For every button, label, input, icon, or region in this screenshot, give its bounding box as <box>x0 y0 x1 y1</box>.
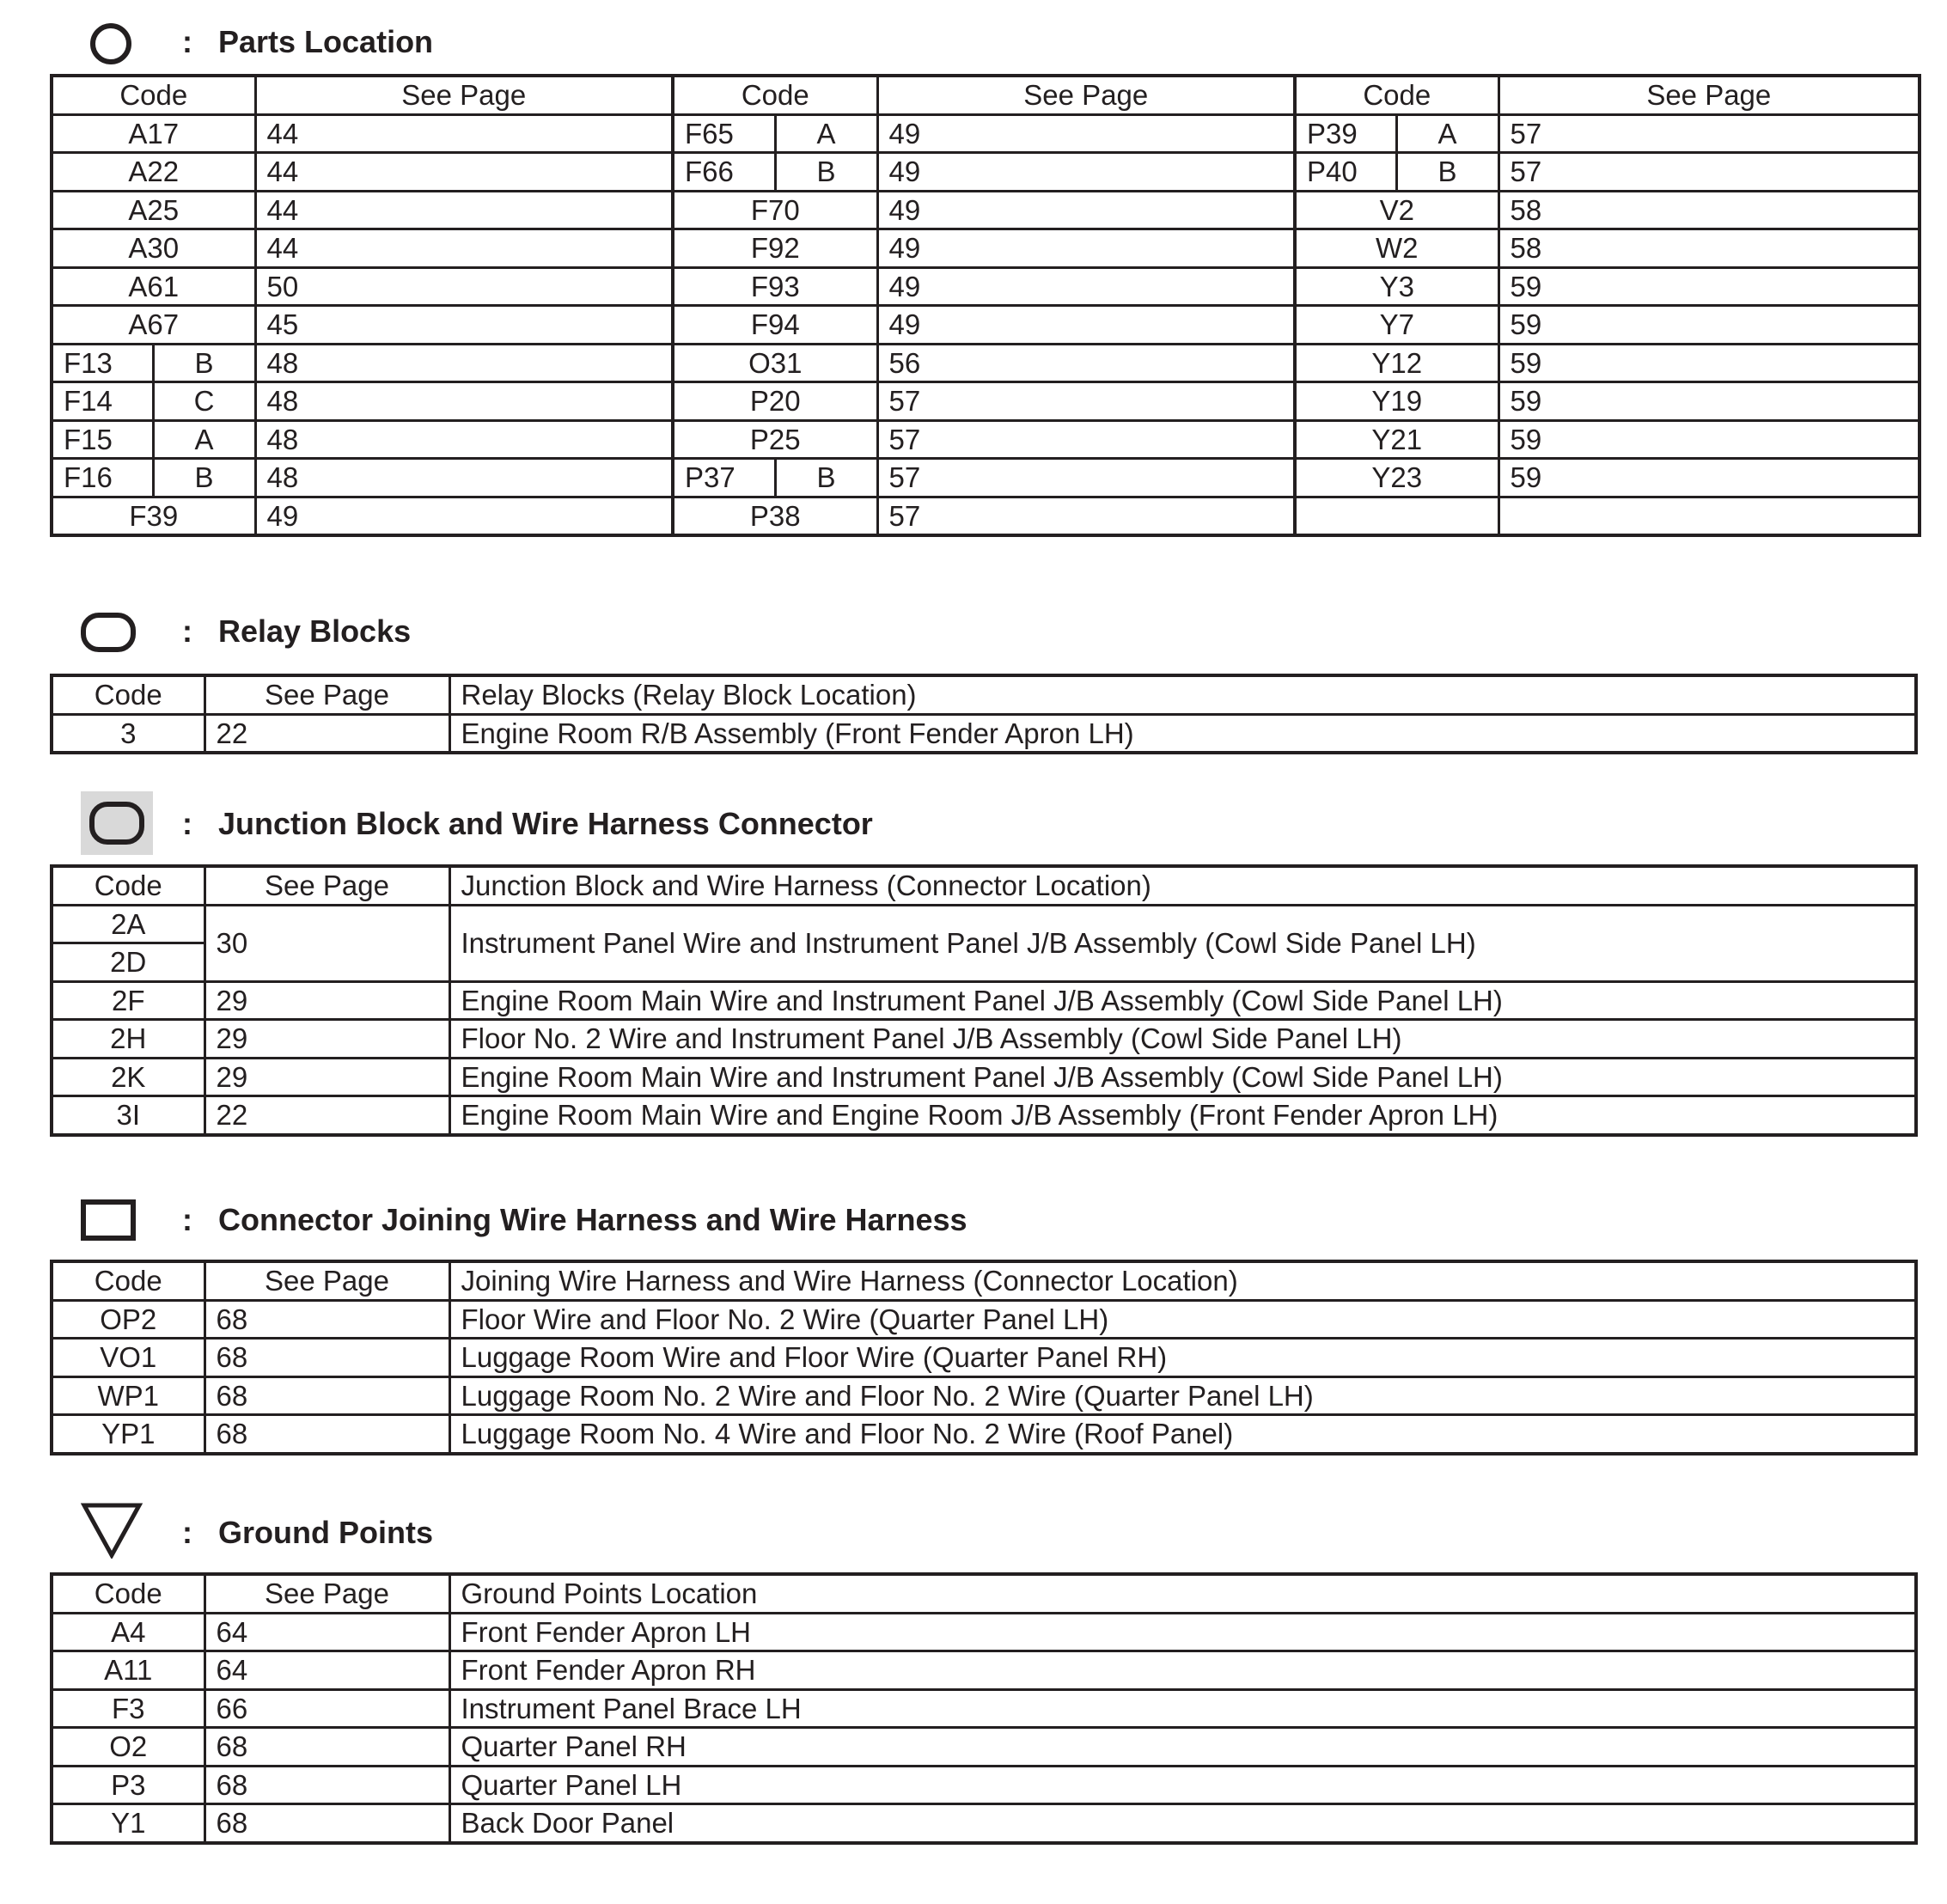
code-cell: F14 <box>52 382 153 421</box>
code-cell: OP2 <box>52 1300 204 1339</box>
page-cell: 57 <box>877 459 1295 497</box>
table-row <box>52 1651 1916 1690</box>
page-cell: 50 <box>255 267 673 306</box>
header-see-page: See Page <box>204 675 449 714</box>
sub-code-cell: B <box>153 459 255 497</box>
page-cell: 49 <box>877 114 1295 153</box>
section-colon: : <box>182 806 192 841</box>
page-cell: 64 <box>204 1613 449 1651</box>
code-cell: Y12 <box>1295 344 1498 382</box>
description-cell: Engine Room Main Wire and Engine Room J/B Assembly (Front Fender Apron LH) <box>449 1096 1916 1135</box>
code-cell: 3 <box>52 714 204 753</box>
code-cell: VO1 <box>52 1339 204 1377</box>
page-cell: 59 <box>1498 344 1920 382</box>
code-cell: F16 <box>52 459 153 497</box>
page-cell: 59 <box>1498 420 1920 459</box>
page-cell: 56 <box>877 344 1295 382</box>
code-cell: A4 <box>52 1613 204 1651</box>
description-cell: Luggage Room Wire and Floor Wire (Quarter Panel RH) <box>449 1339 1916 1377</box>
page-cell: 48 <box>255 459 673 497</box>
code-cell: F66 <box>673 153 775 192</box>
code-cell: Y21 <box>1295 420 1498 459</box>
section-colon: : <box>182 1515 192 1550</box>
page-cell: 49 <box>877 267 1295 306</box>
parts-location-table <box>50 74 1921 537</box>
shaded-rounded-rectangle-symbol-icon <box>81 791 153 855</box>
code-cell: A22 <box>52 153 255 192</box>
code-cell: F39 <box>52 497 255 535</box>
page-cell: 57 <box>877 420 1295 459</box>
section-colon: : <box>182 613 192 649</box>
section-title-parts-location: Parts Location <box>218 24 434 59</box>
code-cell: F94 <box>673 306 877 345</box>
code-cell: F3 <box>52 1689 204 1728</box>
header-description: Ground Points Location <box>449 1574 1916 1613</box>
code-cell: A17 <box>52 114 255 153</box>
code-cell: A11 <box>52 1651 204 1690</box>
header-see-page: See Page <box>204 866 449 905</box>
table-row <box>52 114 1920 153</box>
page-cell: 57 <box>877 497 1295 535</box>
page-cell: 22 <box>204 1096 449 1135</box>
table-row <box>52 1728 1916 1767</box>
code-cell: Y7 <box>1295 306 1498 345</box>
code-cell: F70 <box>673 191 877 229</box>
header-code: Code <box>673 76 877 114</box>
description-cell: Engine Room Main Wire and Instrument Panel J/B Assembly (Cowl Side Panel LH) <box>449 1058 1916 1096</box>
page-cell: 66 <box>204 1689 449 1728</box>
page-cell: 68 <box>204 1376 449 1415</box>
code-cell: O2 <box>52 1728 204 1767</box>
page-cell: 49 <box>877 229 1295 268</box>
page-cell <box>1498 497 1920 535</box>
section-title-ground-points: Ground Points <box>218 1515 433 1550</box>
header-see-page: See Page <box>204 1261 449 1300</box>
page-cell: 57 <box>877 382 1295 421</box>
code-cell: P40 <box>1295 153 1396 192</box>
page-cell: 44 <box>255 191 673 229</box>
description-cell: Front Fender Apron LH <box>449 1613 1916 1651</box>
header-see-page: See Page <box>255 76 673 114</box>
page-cell: 29 <box>204 1058 449 1096</box>
sub-code-cell: B <box>153 344 255 382</box>
sub-code-cell: C <box>153 382 255 421</box>
connector-joining-table <box>50 1260 1918 1455</box>
page-cell: 49 <box>877 153 1295 192</box>
rounded-rectangle-symbol-icon <box>81 613 136 652</box>
description-cell: Quarter Panel RH <box>449 1728 1916 1767</box>
section-title-relay-blocks: Relay Blocks <box>218 613 412 649</box>
table-row <box>52 497 1920 535</box>
page-cell: 58 <box>1498 191 1920 229</box>
code-cell: P3 <box>52 1766 204 1804</box>
table-header-row <box>52 675 1916 714</box>
description-cell: Floor Wire and Floor No. 2 Wire (Quarter Panel LH) <box>449 1300 1916 1339</box>
page-cell: 45 <box>255 306 673 345</box>
table-header-row <box>52 76 1920 114</box>
page-cell: 48 <box>255 382 673 421</box>
page-cell: 44 <box>255 153 673 192</box>
code-cell: W2 <box>1295 229 1498 268</box>
table-row <box>52 344 1920 382</box>
table-row <box>52 905 1916 943</box>
triangle-symbol-icon <box>81 1502 143 1559</box>
section-title-connector-joining: Connector Joining Wire Harness and Wire Harness <box>218 1202 967 1237</box>
header-see-page: See Page <box>877 76 1295 114</box>
code-cell: WP1 <box>52 1376 204 1415</box>
description-cell: Floor No. 2 Wire and Instrument Panel J/B Assembly (Cowl Side Panel LH) <box>449 1020 1916 1059</box>
header-code: Code <box>52 866 204 905</box>
code-cell: F15 <box>52 420 153 459</box>
page-cell: 57 <box>1498 153 1920 192</box>
table-row <box>52 1339 1916 1377</box>
table-row <box>52 153 1920 192</box>
header-code: Code <box>52 1574 204 1613</box>
code-cell: 2H <box>52 1020 204 1059</box>
table-row <box>52 267 1920 306</box>
page-cell: 68 <box>204 1300 449 1339</box>
code-cell: P38 <box>673 497 877 535</box>
page-cell: 64 <box>204 1651 449 1690</box>
table-header-row <box>52 1261 1916 1300</box>
page-cell: 30 <box>204 905 449 981</box>
page-cell: 57 <box>1498 114 1920 153</box>
description-cell: Instrument Panel Wire and Instrument Panel J/B Assembly (Cowl Side Panel LH) <box>449 905 1916 981</box>
code-cell: A25 <box>52 191 255 229</box>
description-cell: Front Fender Apron RH <box>449 1651 1916 1690</box>
page-cell: 49 <box>877 306 1295 345</box>
code-cell <box>1295 497 1498 535</box>
header-description: Junction Block and Wire Harness (Connector Location) <box>449 866 1916 905</box>
table-row <box>52 1766 1916 1804</box>
page-cell: 59 <box>1498 382 1920 421</box>
header-see-page: See Page <box>1498 76 1920 114</box>
code-cell: V2 <box>1295 191 1498 229</box>
code-cell: 2K <box>52 1058 204 1096</box>
page-cell: 29 <box>204 1020 449 1059</box>
table-header-row <box>52 866 1916 905</box>
sub-code-cell: A <box>1396 114 1498 153</box>
page-cell: 29 <box>204 981 449 1020</box>
code-cell: P37 <box>673 459 775 497</box>
page-cell: 59 <box>1498 267 1920 306</box>
description-cell: Engine Room Main Wire and Instrument Panel J/B Assembly (Cowl Side Panel LH) <box>449 981 1916 1020</box>
code-cell: 3I <box>52 1096 204 1135</box>
ground-points-table <box>50 1572 1918 1845</box>
code-cell: A30 <box>52 229 255 268</box>
code-cell: YP1 <box>52 1415 204 1454</box>
page-cell: 49 <box>255 497 673 535</box>
code-cell: Y3 <box>1295 267 1498 306</box>
sub-code-cell: A <box>153 420 255 459</box>
page-cell: 48 <box>255 420 673 459</box>
section-colon: : <box>182 1202 192 1237</box>
sub-code-cell: B <box>775 459 877 497</box>
table-row <box>52 1020 1916 1059</box>
page-cell: 58 <box>1498 229 1920 268</box>
table-row <box>52 306 1920 345</box>
header-description: Joining Wire Harness and Wire Harness (Connector Location) <box>449 1261 1916 1300</box>
header-code: Code <box>52 675 204 714</box>
table-header-row <box>52 1574 1916 1613</box>
code-cell: F93 <box>673 267 877 306</box>
description-cell: Luggage Room No. 2 Wire and Floor No. 2 Wire (Quarter Panel LH) <box>449 1376 1916 1415</box>
table-row <box>52 1058 1916 1096</box>
code-cell: P20 <box>673 382 877 421</box>
sub-code-cell: B <box>775 153 877 192</box>
header-see-page: See Page <box>204 1574 449 1613</box>
code-cell: 2F <box>52 981 204 1020</box>
table-row <box>52 1376 1916 1415</box>
page-cell: 68 <box>204 1728 449 1767</box>
sub-code-cell: A <box>775 114 877 153</box>
page-cell: 68 <box>204 1415 449 1454</box>
page-cell: 48 <box>255 344 673 382</box>
code-cell: F13 <box>52 344 153 382</box>
table-row <box>52 1096 1916 1135</box>
table-row <box>52 981 1916 1020</box>
description-cell: Engine Room R/B Assembly (Front Fender Apron LH) <box>449 714 1916 753</box>
table-row <box>52 229 1920 268</box>
code-cell: F65 <box>673 114 775 153</box>
relay-blocks-table <box>50 674 1918 754</box>
page-cell: 44 <box>255 229 673 268</box>
header-description: Relay Blocks (Relay Block Location) <box>449 675 1916 714</box>
page-cell: 59 <box>1498 459 1920 497</box>
code-cell: A61 <box>52 267 255 306</box>
section-title-junction-block: Junction Block and Wire Harness Connector <box>218 806 873 841</box>
table-row <box>52 1804 1916 1843</box>
header-code: Code <box>1295 76 1498 114</box>
code-cell: O31 <box>673 344 877 382</box>
table-row <box>52 420 1920 459</box>
page-cell: 68 <box>204 1804 449 1843</box>
code-cell: Y1 <box>52 1804 204 1843</box>
code-cell: Y23 <box>1295 459 1498 497</box>
header-code: Code <box>52 1261 204 1300</box>
page-cell: 44 <box>255 114 673 153</box>
code-cell: 2D <box>52 943 204 982</box>
header-code: Code <box>52 76 255 114</box>
code-cell: Y19 <box>1295 382 1498 421</box>
code-cell: P25 <box>673 420 877 459</box>
table-row <box>52 1415 1916 1454</box>
code-cell: P39 <box>1295 114 1396 153</box>
page-cell: 59 <box>1498 306 1920 345</box>
page-cell: 49 <box>877 191 1295 229</box>
table-row <box>52 459 1920 497</box>
table-row <box>52 1613 1916 1651</box>
description-cell: Luggage Room No. 4 Wire and Floor No. 2 Wire (Roof Panel) <box>449 1415 1916 1454</box>
code-cell: A67 <box>52 306 255 345</box>
code-cell: 2A <box>52 905 204 943</box>
page-cell: 68 <box>204 1339 449 1377</box>
circle-symbol-icon <box>89 22 132 65</box>
section-colon: : <box>182 24 192 59</box>
table-row <box>52 1300 1916 1339</box>
rectangle-symbol-icon <box>81 1199 136 1241</box>
page-cell: 68 <box>204 1766 449 1804</box>
table-row <box>52 382 1920 421</box>
table-row <box>52 714 1916 753</box>
junction-block-table <box>50 864 1918 1137</box>
sub-code-cell: B <box>1396 153 1498 192</box>
description-cell: Quarter Panel LH <box>449 1766 1916 1804</box>
code-cell: F92 <box>673 229 877 268</box>
table-row <box>52 191 1920 229</box>
description-cell: Back Door Panel <box>449 1804 1916 1843</box>
description-cell: Instrument Panel Brace LH <box>449 1689 1916 1728</box>
page-cell: 22 <box>204 714 449 753</box>
table-row <box>52 1689 1916 1728</box>
